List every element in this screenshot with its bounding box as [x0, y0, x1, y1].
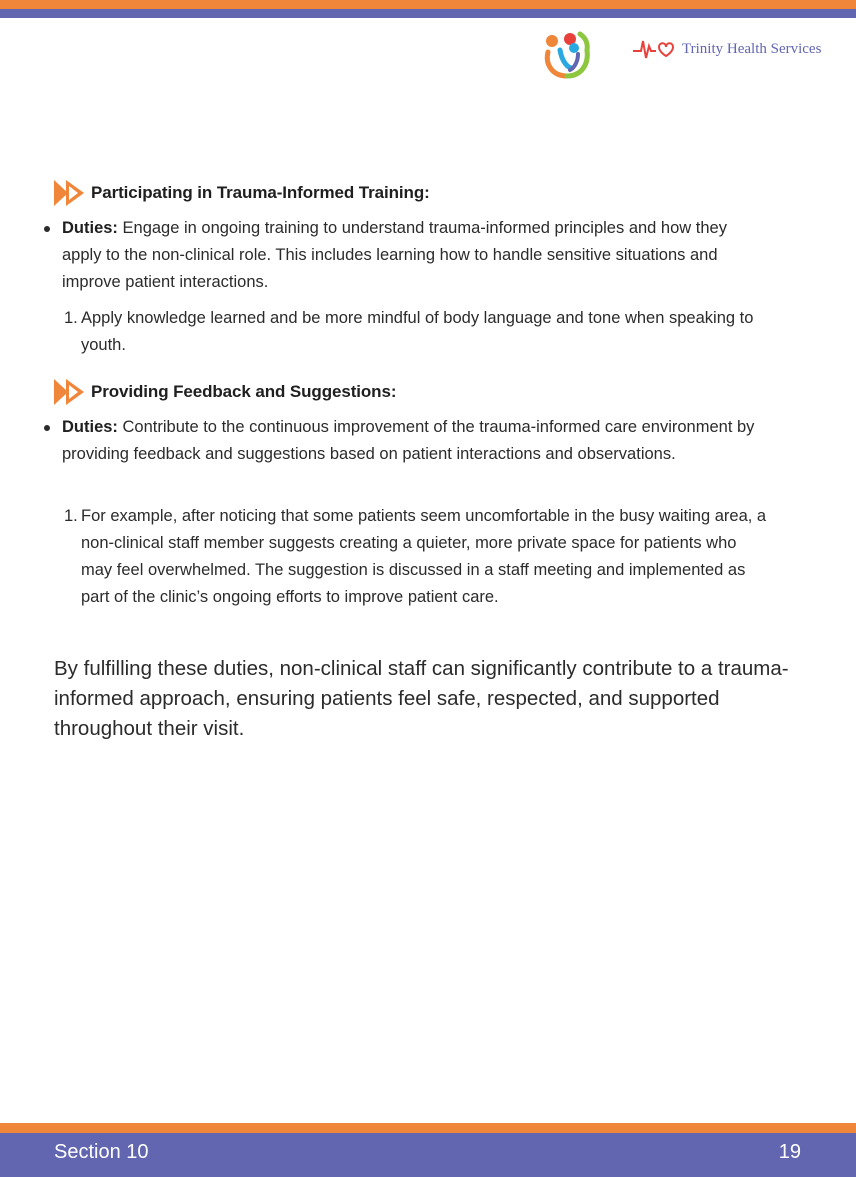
brand-logo: [632, 38, 821, 60]
numbered-item: [64, 503, 771, 611]
bullet-dot: [44, 226, 50, 232]
section-feedback: [54, 377, 824, 407]
section-heading: Participating in Trauma-Informed Training:: [91, 183, 430, 202]
top-purple-bar: [0, 9, 856, 18]
numbered-text: Apply knowledge learned and be more mindful of body language and tone when speaking to youth.: [81, 309, 754, 354]
numbered-text: For example, after noticing that some patients seem uncomfortable in the busy waiting area, a non-clinical staff member suggests creating a quieter, more private space for patients who may feel overwhelmed. The suggestion is discussed in a staff meeting and implemented as part of the clinic’s ongoing efforts to improve patient care.: [81, 507, 767, 606]
numbered-index: 1.: [64, 507, 78, 525]
footer-section-label: Section 10: [54, 1141, 149, 1163]
bullet-item: [62, 414, 762, 468]
bullet-label: Duties:: [62, 219, 118, 237]
section-training: [54, 178, 824, 208]
double-arrow-icon: [54, 178, 88, 208]
conclusion-paragraph: By fulfilling these duties, non-clinical staff can significantly contribute to a trauma-informed approach, ensuring patients feel safe, respected, and supported throughout their visit.: [54, 657, 789, 740]
section-heading: Providing Feedback and Suggestions:: [91, 382, 397, 401]
bullet-dot: [44, 425, 50, 431]
bullet-text: Contribute to the continuous improvement of the trauma-informed care environment by providing feedback and suggestions based on patient interactions and observations.: [62, 418, 755, 463]
bullet-label: Duties:: [62, 418, 118, 436]
top-orange-bar: [0, 0, 856, 9]
people-circle-logo-icon: [540, 26, 594, 80]
bullet-item: [62, 215, 762, 296]
numbered-index: 1.: [64, 309, 78, 327]
bottom-orange-bar: [0, 1123, 856, 1133]
heartbeat-heart-icon: [632, 38, 676, 60]
footer-page-number: 19: [778, 1141, 801, 1163]
numbered-item: [64, 305, 771, 359]
double-arrow-icon: [54, 377, 88, 407]
brand-name: Trinity Health Services: [682, 40, 822, 57]
bullet-text: Engage in ongoing training to understand trauma-informed principles and how they apply to the non-clinical role. This includes learning how to handle sensitive situations and improve patient interactions.: [62, 219, 727, 291]
